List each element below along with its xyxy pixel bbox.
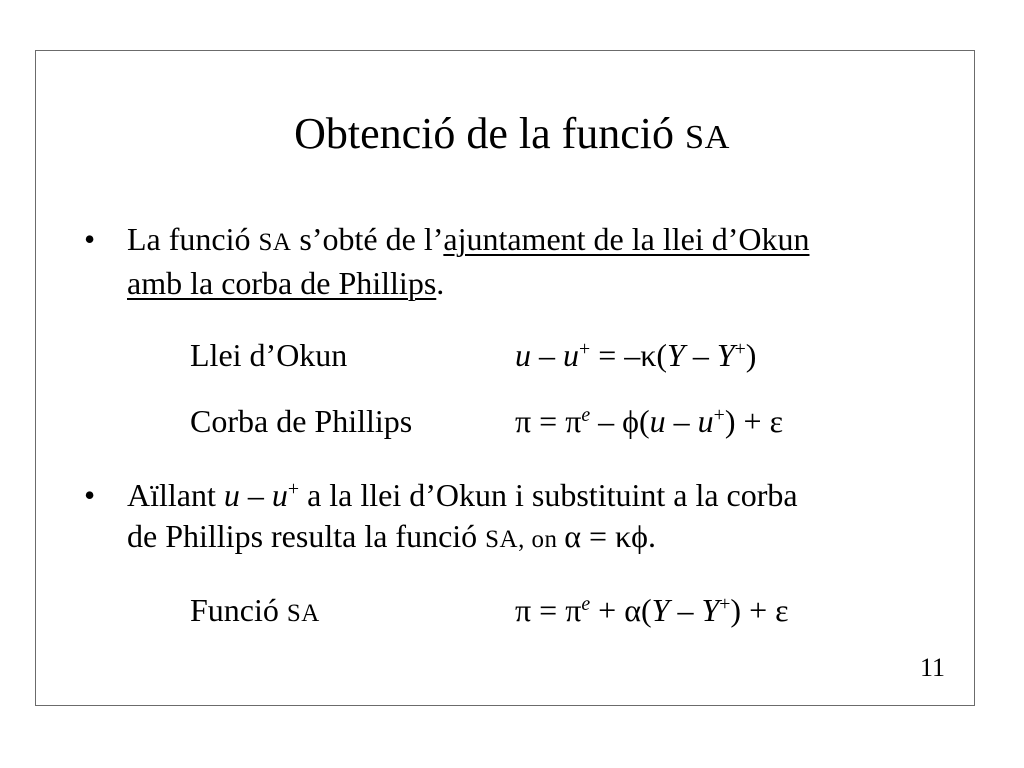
phillips-curve-label: Corba de Phillips <box>190 403 413 439</box>
bullet-marker: • <box>84 221 96 257</box>
bullet-1-text: La funció SA s’obté de l’ajuntament de la llei d’Okun amb la corba de Phillips. <box>127 221 810 301</box>
sa-function-label: Funció SA <box>190 592 320 628</box>
slide-title: Obtenció de la funció SA <box>294 109 730 158</box>
phillips-curve-formula: $\pi = \pi^e - \phi(u - u^+) + \varepsilon$ <box>515 403 783 439</box>
page-number: 11 <box>920 653 946 682</box>
okun-law-label: Llei d’Okun <box>190 337 348 373</box>
okun-law-formula: u – u+ = –κ(Y – Y+) <box>515 337 757 373</box>
sa-function-formula: $\pi = \pi^e + \alpha(Y - Y^+) + \varepsilon$ <box>515 592 789 628</box>
bullet-2-text: Aïllant u – u+ a la llei d’Okun i substituint a la corba de Phillips resulta la funció SA, on α = κϕ. <box>127 477 798 554</box>
bullet-marker: • <box>84 477 96 513</box>
